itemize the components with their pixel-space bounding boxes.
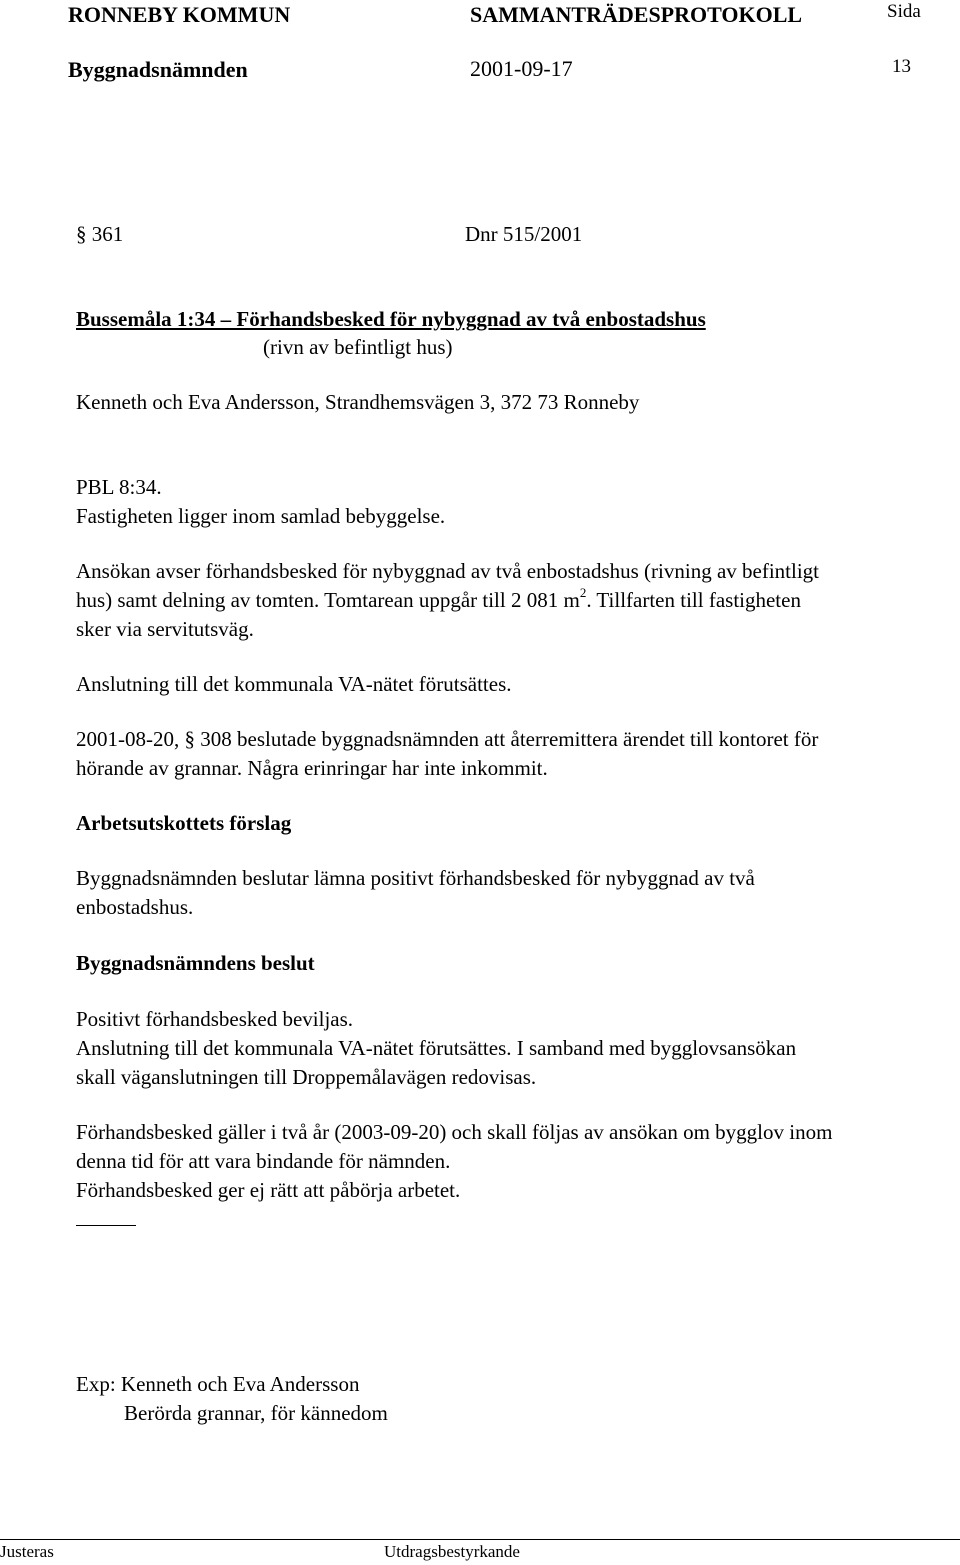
beslut-heading: Byggnadsnämndens beslut [76,951,315,975]
org-name: RONNEBY KOMMUN [68,2,291,27]
pbl-line: PBL 8:34. [76,475,162,499]
anslutning-line: Anslutning till det kommunala VA-nätet förutsättes. [76,672,512,696]
forslag-heading: Arbetsutskottets förslag [76,811,292,835]
history-section-symbol: § [184,727,195,751]
case-subtitle: (rivn av befintligt hus) [263,335,453,359]
case-paragraph [76,220,123,249]
beslut-line-2: Anslutning till det kommunala VA-nätet förutsättes. I samband med bygglovsansökan [76,1036,797,1060]
case-dnr: Dnr 515/2001 [465,222,583,246]
ansokan-text-b: . Tillfarten till fastigheten [586,588,801,612]
beslut-line-3: skall väganslutningen till Droppemålavägen redovisas. [76,1065,537,1089]
history-date: 2001-08-20, [76,727,180,751]
ansokan-text-a: hus) samt delning av tomten. Tomtarean uppgår till 2 081 m [76,588,580,612]
ansokan-line-1: Ansökan avser förhandsbesked för nybyggnad av två enbostadshus (rivning av befintligt [76,559,819,583]
forslag-line-2: enbostadshus. [76,895,194,919]
footer-rule [0,1539,960,1540]
section-symbol: § [76,222,87,246]
expedition-line-2: Berörda grannar, för kännedom [124,1401,388,1425]
forslag-line-1: Byggnadsnämnden beslutar lämna positivt förhandsbesked för nybyggnad av två [76,866,755,890]
beslut-line-6: Förhandsbesked ger ej rätt att påbörja arbetet. [76,1178,461,1202]
end-rule [76,1225,136,1226]
bebyggelse-line: Fastigheten ligger inom samlad bebyggelse. [76,504,446,528]
footer-justeras: Justeras [0,1542,54,1561]
footer-utdragsbestyrkande: Utdragsbestyrkande [384,1542,520,1561]
area-superscript: 2 [579,585,587,600]
beslut-line-5: denna tid för att vara bindande för nämnden. [76,1149,451,1173]
document-type: SAMMANTRÄDESPROTOKOLL [470,2,803,27]
committee-name: Byggnadsnämnden [68,57,248,82]
paragraph-number: 361 [91,222,124,246]
ansokan-line-3: sker via servitutsväg. [76,617,254,641]
expedition-line-1: Exp: Kenneth och Eva Andersson [76,1372,360,1396]
beslut-line-4: Förhandsbesked gäller i två år (2003-09-20) och skall följas av ansökan om bygglov inom [76,1120,833,1144]
meeting-date: 2001-09-17 [470,56,573,81]
page-label: Sida [887,1,921,22]
history-line-1 [76,725,818,754]
case-title: Bussemåla 1:34 – Förhandsbesked för nybyggnad av två enbostadshus [76,307,706,331]
ansokan-line-2 [76,586,801,615]
beslut-line-1: Positivt förhandsbesked beviljas. [76,1007,354,1031]
history-line-2: hörande av grannar. Några erinringar har inte inkommit. [76,756,548,780]
applicant: Kenneth och Eva Andersson, Strandhemsvägen 3, 372 73 Ronneby [76,390,640,414]
page-number: 13 [892,56,911,77]
history-text: 308 beslutade byggnadsnämnden att återremittera ärendet till kontoret för [200,727,819,751]
